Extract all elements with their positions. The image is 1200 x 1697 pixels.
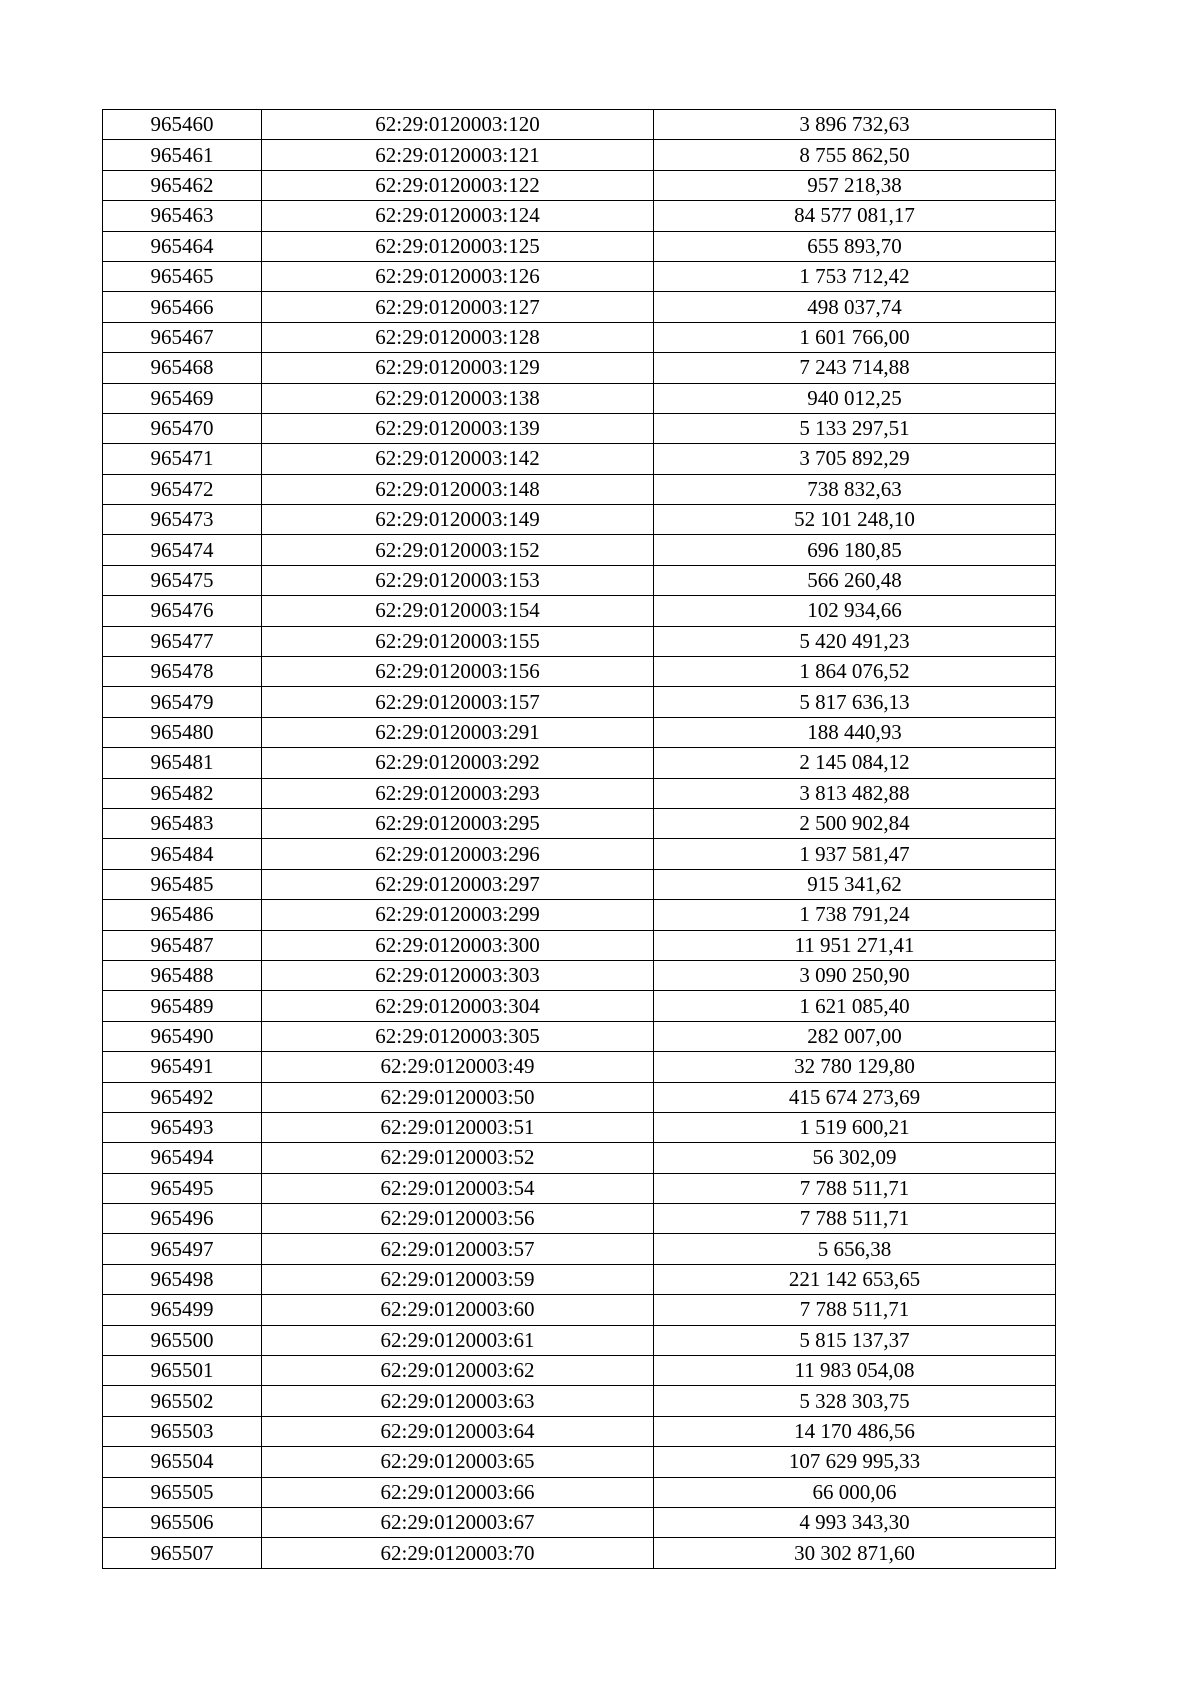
row-number-cell: 965460 <box>103 110 262 140</box>
cadastral-value-cell: 52 101 248,10 <box>654 505 1056 535</box>
cadastral-number-cell: 62:29:0120003:293 <box>262 778 654 808</box>
row-number-cell: 965462 <box>103 170 262 200</box>
table-row <box>103 960 1056 990</box>
cadastral-value-cell: 1 753 712,42 <box>654 261 1056 291</box>
cadastral-number-cell: 62:29:0120003:155 <box>262 626 654 656</box>
row-number-cell: 965469 <box>103 383 262 413</box>
table-row <box>103 1538 1056 1568</box>
table-row <box>103 535 1056 565</box>
cadastral-value-cell: 14 170 486,56 <box>654 1416 1056 1446</box>
cadastral-number-cell: 62:29:0120003:121 <box>262 140 654 170</box>
cadastral-value-cell: 11 951 271,41 <box>654 930 1056 960</box>
cadastral-value-cell: 5 420 491,23 <box>654 626 1056 656</box>
table-row <box>103 748 1056 778</box>
row-number-cell: 965493 <box>103 1112 262 1142</box>
cadastral-number-cell: 62:29:0120003:64 <box>262 1416 654 1446</box>
row-number-cell: 965476 <box>103 596 262 626</box>
row-number-cell: 965487 <box>103 930 262 960</box>
row-number-cell: 965474 <box>103 535 262 565</box>
table-row <box>103 687 1056 717</box>
cadastral-value-cell: 56 302,09 <box>654 1143 1056 1173</box>
table-row <box>103 1264 1056 1294</box>
row-number-cell: 965507 <box>103 1538 262 1568</box>
table-row <box>103 1112 1056 1142</box>
cadastral-value-cell: 1 937 581,47 <box>654 839 1056 869</box>
cadastral-value-cell: 3 813 482,88 <box>654 778 1056 808</box>
cadastral-number-cell: 62:29:0120003:60 <box>262 1295 654 1325</box>
table-row <box>103 140 1056 170</box>
row-number-cell: 965506 <box>103 1507 262 1537</box>
cadastral-value-cell: 7 788 511,71 <box>654 1204 1056 1234</box>
row-number-cell: 965470 <box>103 413 262 443</box>
cadastral-number-cell: 62:29:0120003:153 <box>262 565 654 595</box>
cadastral-number-cell: 62:29:0120003:295 <box>262 808 654 838</box>
row-number-cell: 965497 <box>103 1234 262 1264</box>
cadastral-number-cell: 62:29:0120003:157 <box>262 687 654 717</box>
cadastral-value-cell: 3 896 732,63 <box>654 110 1056 140</box>
cadastral-number-cell: 62:29:0120003:129 <box>262 353 654 383</box>
cadastral-number-cell: 62:29:0120003:67 <box>262 1507 654 1537</box>
table-body <box>103 110 1056 1569</box>
row-number-cell: 965481 <box>103 748 262 778</box>
cadastral-number-cell: 62:29:0120003:139 <box>262 413 654 443</box>
cadastral-number-cell: 62:29:0120003:65 <box>262 1447 654 1477</box>
table-row <box>103 474 1056 504</box>
table-row <box>103 413 1056 443</box>
table-row <box>103 231 1056 261</box>
row-number-cell: 965488 <box>103 960 262 990</box>
cadastral-number-cell: 62:29:0120003:126 <box>262 261 654 291</box>
cadastral-number-cell: 62:29:0120003:305 <box>262 1021 654 1051</box>
cadastral-number-cell: 62:29:0120003:61 <box>262 1325 654 1355</box>
row-number-cell: 965480 <box>103 717 262 747</box>
cadastral-value-cell: 915 341,62 <box>654 869 1056 899</box>
cadastral-number-cell: 62:29:0120003:149 <box>262 505 654 535</box>
cadastral-number-cell: 62:29:0120003:299 <box>262 900 654 930</box>
cadastral-value-cell: 188 440,93 <box>654 717 1056 747</box>
cadastral-number-cell: 62:29:0120003:292 <box>262 748 654 778</box>
row-number-cell: 965466 <box>103 292 262 322</box>
row-number-cell: 965461 <box>103 140 262 170</box>
table-row <box>103 565 1056 595</box>
cadastral-value-cell: 3 090 250,90 <box>654 960 1056 990</box>
row-number-cell: 965496 <box>103 1204 262 1234</box>
cadastral-value-cell: 1 738 791,24 <box>654 900 1056 930</box>
row-number-cell: 965502 <box>103 1386 262 1416</box>
cadastral-value-cell: 1 601 766,00 <box>654 322 1056 352</box>
table-row <box>103 1447 1056 1477</box>
row-number-cell: 965501 <box>103 1356 262 1386</box>
table-row <box>103 808 1056 838</box>
cadastral-value-cell: 8 755 862,50 <box>654 140 1056 170</box>
cadastral-value-cell: 7 788 511,71 <box>654 1295 1056 1325</box>
table-row <box>103 292 1056 322</box>
cadastral-value-cell: 7 243 714,88 <box>654 353 1056 383</box>
cadastral-number-cell: 62:29:0120003:154 <box>262 596 654 626</box>
cadastral-value-table <box>102 109 1056 1569</box>
cadastral-value-cell: 102 934,66 <box>654 596 1056 626</box>
cadastral-number-cell: 62:29:0120003:128 <box>262 322 654 352</box>
table-row <box>103 1386 1056 1416</box>
row-number-cell: 965491 <box>103 1052 262 1082</box>
cadastral-value-cell: 221 142 653,65 <box>654 1264 1056 1294</box>
cadastral-number-cell: 62:29:0120003:148 <box>262 474 654 504</box>
row-number-cell: 965505 <box>103 1477 262 1507</box>
table-row <box>103 1204 1056 1234</box>
cadastral-number-cell: 62:29:0120003:152 <box>262 535 654 565</box>
table-row <box>103 930 1056 960</box>
cadastral-value-cell: 940 012,25 <box>654 383 1056 413</box>
cadastral-value-cell: 11 983 054,08 <box>654 1356 1056 1386</box>
cadastral-value-cell: 5 817 636,13 <box>654 687 1056 717</box>
table-row <box>103 170 1056 200</box>
cadastral-number-cell: 62:29:0120003:291 <box>262 717 654 747</box>
row-number-cell: 965499 <box>103 1295 262 1325</box>
cadastral-value-cell: 957 218,38 <box>654 170 1056 200</box>
cadastral-value-cell: 7 788 511,71 <box>654 1173 1056 1203</box>
cadastral-number-cell: 62:29:0120003:56 <box>262 1204 654 1234</box>
row-number-cell: 965486 <box>103 900 262 930</box>
table-row <box>103 596 1056 626</box>
row-number-cell: 965475 <box>103 565 262 595</box>
row-number-cell: 965492 <box>103 1082 262 1112</box>
table-row <box>103 505 1056 535</box>
table-row <box>103 900 1056 930</box>
table-row <box>103 1325 1056 1355</box>
row-number-cell: 965468 <box>103 353 262 383</box>
table-row <box>103 444 1056 474</box>
cadastral-number-cell: 62:29:0120003:142 <box>262 444 654 474</box>
cadastral-value-cell: 5 133 297,51 <box>654 413 1056 443</box>
cadastral-value-cell: 5 656,38 <box>654 1234 1056 1264</box>
cadastral-number-cell: 62:29:0120003:303 <box>262 960 654 990</box>
table-row <box>103 1021 1056 1051</box>
table-row <box>103 1082 1056 1112</box>
cadastral-value-cell: 4 993 343,30 <box>654 1507 1056 1537</box>
cadastral-number-cell: 62:29:0120003:156 <box>262 657 654 687</box>
cadastral-number-cell: 62:29:0120003:127 <box>262 292 654 322</box>
row-number-cell: 965495 <box>103 1173 262 1203</box>
cadastral-number-cell: 62:29:0120003:125 <box>262 231 654 261</box>
row-number-cell: 965498 <box>103 1264 262 1294</box>
table-row <box>103 778 1056 808</box>
cadastral-number-cell: 62:29:0120003:63 <box>262 1386 654 1416</box>
cadastral-number-cell: 62:29:0120003:122 <box>262 170 654 200</box>
cadastral-value-cell: 66 000,06 <box>654 1477 1056 1507</box>
cadastral-value-cell: 415 674 273,69 <box>654 1082 1056 1112</box>
row-number-cell: 965465 <box>103 261 262 291</box>
cadastral-number-cell: 62:29:0120003:120 <box>262 110 654 140</box>
row-number-cell: 965467 <box>103 322 262 352</box>
cadastral-value-cell: 566 260,48 <box>654 565 1056 595</box>
table-row <box>103 657 1056 687</box>
cadastral-value-cell: 498 037,74 <box>654 292 1056 322</box>
row-number-cell: 965504 <box>103 1447 262 1477</box>
row-number-cell: 965477 <box>103 626 262 656</box>
row-number-cell: 965490 <box>103 1021 262 1051</box>
table-row <box>103 1173 1056 1203</box>
cadastral-value-cell: 696 180,85 <box>654 535 1056 565</box>
table-row <box>103 717 1056 747</box>
row-number-cell: 965485 <box>103 869 262 899</box>
table-row <box>103 1507 1056 1537</box>
cadastral-value-cell: 2 500 902,84 <box>654 808 1056 838</box>
cadastral-value-cell: 32 780 129,80 <box>654 1052 1056 1082</box>
cadastral-number-cell: 62:29:0120003:52 <box>262 1143 654 1173</box>
cadastral-value-cell: 5 328 303,75 <box>654 1386 1056 1416</box>
table-row <box>103 1143 1056 1173</box>
cadastral-number-cell: 62:29:0120003:124 <box>262 201 654 231</box>
table-row <box>103 1234 1056 1264</box>
row-number-cell: 965494 <box>103 1143 262 1173</box>
table-row <box>103 1356 1056 1386</box>
cadastral-value-cell: 107 629 995,33 <box>654 1447 1056 1477</box>
cadastral-number-cell: 62:29:0120003:59 <box>262 1264 654 1294</box>
cadastral-value-cell: 84 577 081,17 <box>654 201 1056 231</box>
cadastral-number-cell: 62:29:0120003:51 <box>262 1112 654 1142</box>
cadastral-value-cell: 3 705 892,29 <box>654 444 1056 474</box>
cadastral-value-cell: 738 832,63 <box>654 474 1056 504</box>
table-row <box>103 839 1056 869</box>
row-number-cell: 965489 <box>103 991 262 1021</box>
cadastral-number-cell: 62:29:0120003:66 <box>262 1477 654 1507</box>
row-number-cell: 965483 <box>103 808 262 838</box>
row-number-cell: 965472 <box>103 474 262 504</box>
cadastral-value-cell: 5 815 137,37 <box>654 1325 1056 1355</box>
table-row <box>103 201 1056 231</box>
cadastral-number-cell: 62:29:0120003:297 <box>262 869 654 899</box>
row-number-cell: 965478 <box>103 657 262 687</box>
cadastral-number-cell: 62:29:0120003:296 <box>262 839 654 869</box>
table-row <box>103 353 1056 383</box>
cadastral-number-cell: 62:29:0120003:300 <box>262 930 654 960</box>
row-number-cell: 965484 <box>103 839 262 869</box>
table-row <box>103 1416 1056 1446</box>
table-row <box>103 322 1056 352</box>
row-number-cell: 965500 <box>103 1325 262 1355</box>
row-number-cell: 965473 <box>103 505 262 535</box>
cadastral-number-cell: 62:29:0120003:70 <box>262 1538 654 1568</box>
table-row <box>103 626 1056 656</box>
cadastral-value-cell: 1 864 076,52 <box>654 657 1056 687</box>
cadastral-value-cell: 2 145 084,12 <box>654 748 1056 778</box>
cadastral-value-cell: 30 302 871,60 <box>654 1538 1056 1568</box>
cadastral-number-cell: 62:29:0120003:62 <box>262 1356 654 1386</box>
row-number-cell: 965471 <box>103 444 262 474</box>
row-number-cell: 965503 <box>103 1416 262 1446</box>
cadastral-value-cell: 1 621 085,40 <box>654 991 1056 1021</box>
cadastral-value-cell: 655 893,70 <box>654 231 1056 261</box>
cadastral-number-cell: 62:29:0120003:138 <box>262 383 654 413</box>
cadastral-number-cell: 62:29:0120003:57 <box>262 1234 654 1264</box>
table-row <box>103 991 1056 1021</box>
row-number-cell: 965463 <box>103 201 262 231</box>
cadastral-number-cell: 62:29:0120003:54 <box>262 1173 654 1203</box>
table-row <box>103 1477 1056 1507</box>
cadastral-number-cell: 62:29:0120003:49 <box>262 1052 654 1082</box>
row-number-cell: 965464 <box>103 231 262 261</box>
table-row <box>103 869 1056 899</box>
table-row <box>103 261 1056 291</box>
cadastral-number-cell: 62:29:0120003:304 <box>262 991 654 1021</box>
row-number-cell: 965482 <box>103 778 262 808</box>
cadastral-number-cell: 62:29:0120003:50 <box>262 1082 654 1112</box>
row-number-cell: 965479 <box>103 687 262 717</box>
table-row <box>103 383 1056 413</box>
cadastral-value-cell: 1 519 600,21 <box>654 1112 1056 1142</box>
table-row <box>103 110 1056 140</box>
cadastral-value-cell: 282 007,00 <box>654 1021 1056 1051</box>
table-row <box>103 1052 1056 1082</box>
table-row <box>103 1295 1056 1325</box>
